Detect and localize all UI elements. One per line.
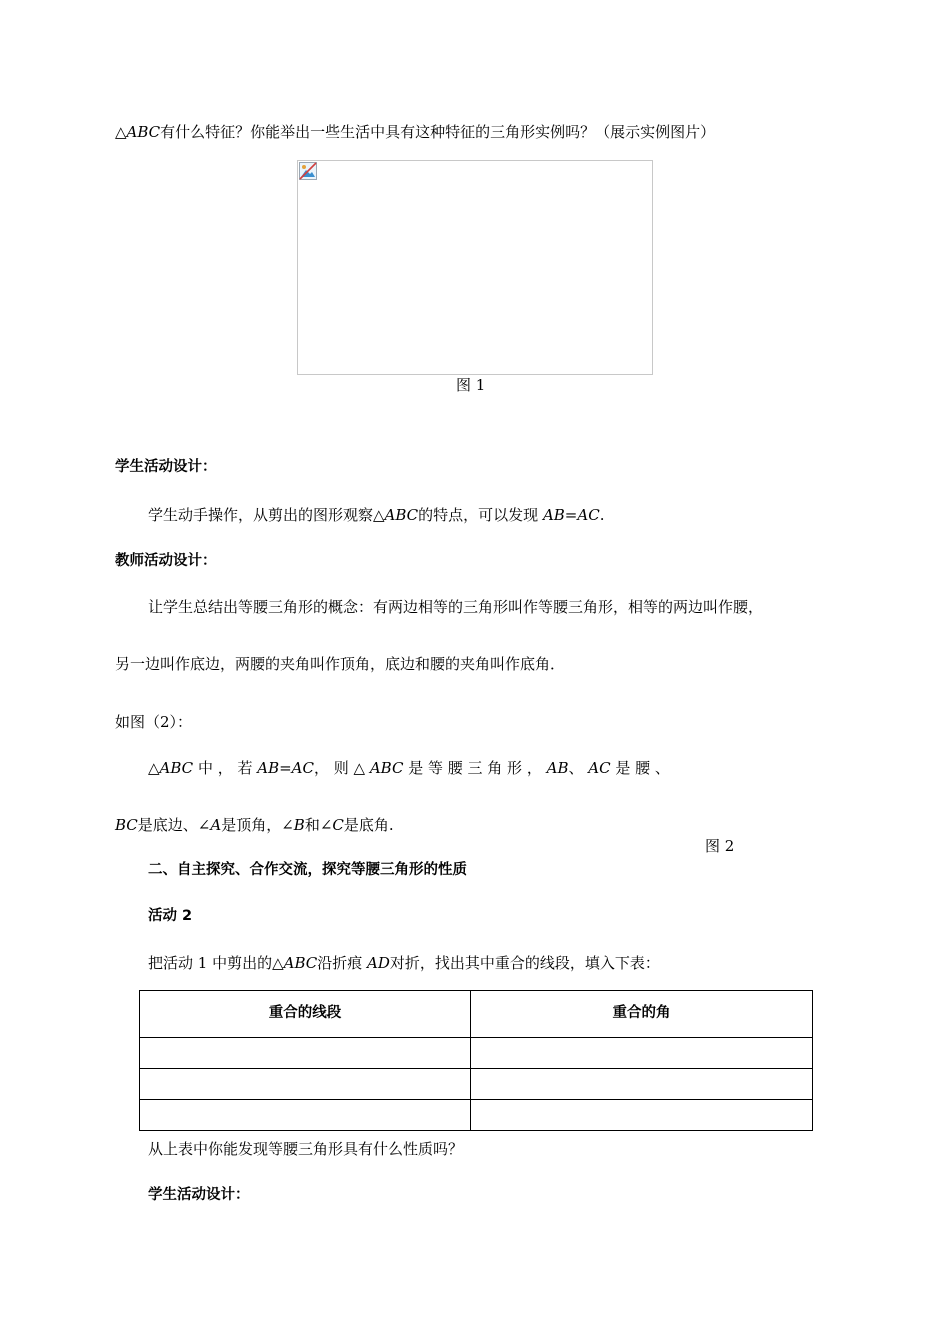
table-cell[interactable]: [471, 1069, 813, 1100]
table-row: [140, 1038, 813, 1069]
segment-bc: BC: [115, 816, 138, 834]
broken-image-icon: [299, 162, 317, 180]
segment-ad: AD: [367, 954, 390, 972]
text-segment: 沿折痕: [317, 954, 368, 972]
table-row: [140, 1100, 813, 1131]
triangle-name: ABC: [159, 759, 194, 777]
student-activity-text: [148, 505, 604, 525]
section-2-heading: 二、自主探究、合作交流，探究等腰三角形的性质: [148, 862, 467, 878]
table-cell[interactable]: [140, 1038, 471, 1069]
student-activity-heading: 学生活动设计：: [115, 459, 217, 475]
property-question: 从上表中你能发现等腰三角形具有什么性质吗？: [148, 1140, 464, 1158]
equation: AB=AC: [542, 506, 600, 524]
triangle-name: ABC: [126, 123, 161, 141]
as-figure-label: 如图（2）：: [115, 713, 193, 731]
activity-2-instruction: [148, 953, 660, 973]
table-header-row: [140, 991, 813, 1038]
text-segment: 、: [568, 759, 589, 777]
definition-line-1: [148, 758, 670, 778]
text-segment: 对折，找出其中重合的线段，填入下表：: [389, 954, 660, 972]
table-cell[interactable]: [471, 1100, 813, 1131]
text-segment: 是底边、∠: [137, 816, 211, 834]
text-segment: 是 腰 、: [610, 759, 670, 777]
text-segment: 是底角.: [343, 816, 394, 834]
figure-2-caption: 图 2: [705, 837, 735, 855]
coinciding-elements-table: [139, 990, 813, 1131]
table-row: [140, 1069, 813, 1100]
figure-1-image: [297, 160, 653, 375]
figure-1-caption: 图 1: [456, 376, 486, 394]
text-segment: 中 ， 若: [193, 759, 258, 777]
triangle-name: ABC: [283, 954, 318, 972]
triangle-symbol: △: [115, 123, 127, 141]
text-segment: 是顶角，∠: [221, 816, 294, 834]
activity-2-heading: 活动 2: [148, 908, 193, 924]
table-cell[interactable]: [471, 1038, 813, 1069]
triangle-symbol: △: [148, 759, 160, 777]
teacher-activity-heading: 教师活动设计：: [115, 553, 217, 569]
question-text: 有什么特征？你能举出一些生活中具有这种特征的三角形实例吗？（展示实例图片）: [160, 123, 716, 141]
triangle-name: ABC: [384, 506, 419, 524]
teacher-definition-line-2: 另一边叫作底边，两腰的夹角叫作顶角，底边和腰的夹角叫作底角．: [115, 655, 566, 673]
segment-ab: AB: [546, 759, 569, 777]
text-segment: .: [599, 506, 605, 524]
segment-ac: AC: [588, 759, 611, 777]
table-cell[interactable]: [140, 1100, 471, 1131]
text-segment: 是 等 腰 三 角 形 ，: [403, 759, 547, 777]
header-segments: 重合的线段: [140, 991, 471, 1038]
intro-question: [115, 122, 715, 142]
triangle-name: ABC: [369, 759, 404, 777]
text-segment: 把活动 1 中剪出的△: [148, 954, 284, 972]
text-segment: 学生动手操作，从剪出的图形观察△: [148, 506, 385, 524]
angle-a: A: [210, 816, 222, 834]
angle-b: B: [293, 816, 305, 834]
text-segment: 的特点，可以发现: [418, 506, 543, 524]
text-segment: ， 则 △: [313, 759, 370, 777]
student-activity-heading-2: 学生活动设计：: [148, 1187, 250, 1203]
table-cell[interactable]: [140, 1069, 471, 1100]
definition-line-2: [115, 815, 394, 835]
equation: AB=AC: [257, 759, 314, 777]
angle-c: C: [332, 816, 344, 834]
header-angles: 重合的角: [471, 991, 813, 1038]
text-segment: 和∠: [304, 816, 333, 834]
teacher-definition-line-1: 让学生总结出等腰三角形的概念：有两边相等的三角形叫作等腰三角形，相等的两边叫作腰，: [148, 598, 764, 616]
